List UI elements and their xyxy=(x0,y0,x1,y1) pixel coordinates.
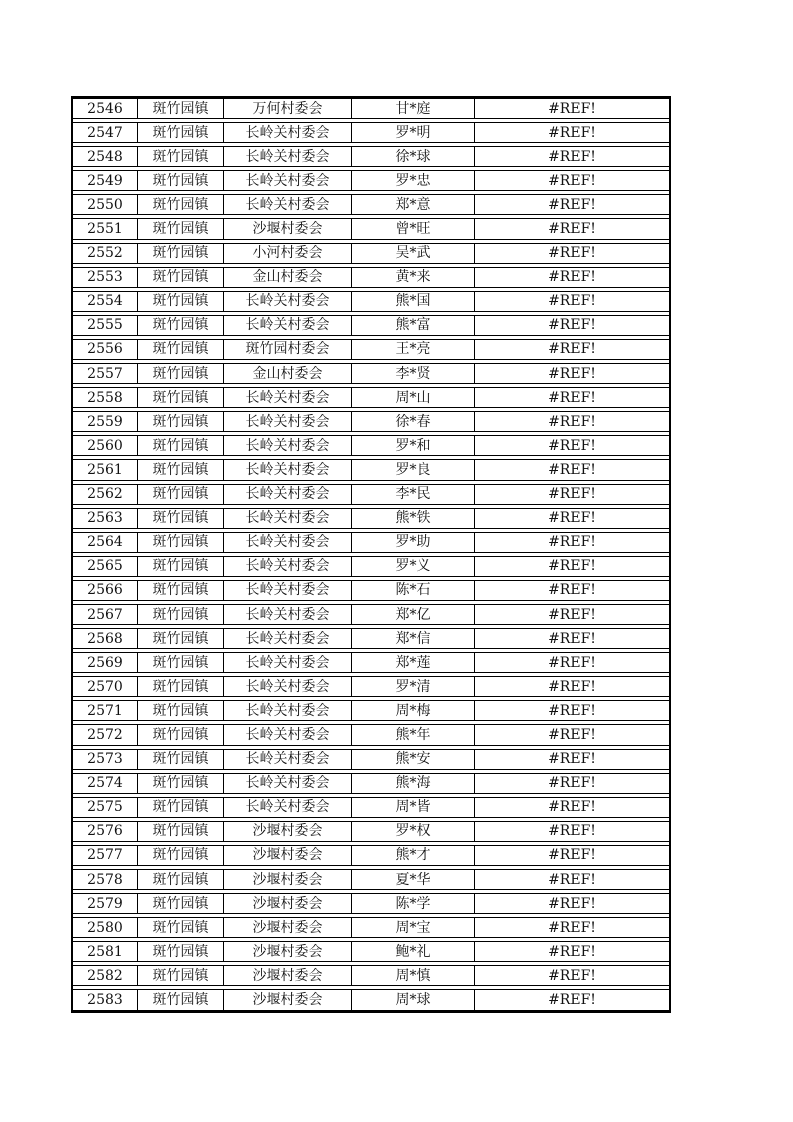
cell-town-name: 斑竹园镇 xyxy=(138,316,224,335)
cell-ref-error: #REF! xyxy=(548,919,596,936)
cell-serial-number: 2576 xyxy=(73,822,138,841)
cell-town-name: 斑竹园镇 xyxy=(138,846,224,865)
cell-village-committee: 长岭关村委会 xyxy=(224,701,352,720)
cell-masked-name: 熊*铁 xyxy=(352,509,475,528)
cell-village-committee: 长岭关村委会 xyxy=(224,725,352,744)
cell-ref-error: #REF! xyxy=(548,100,596,117)
table-row xyxy=(73,628,669,649)
cell-village-committee: 长岭关村委会 xyxy=(224,605,352,624)
table-row xyxy=(73,700,669,721)
cell-village-committee: 长岭关村委会 xyxy=(224,750,352,769)
cell-masked-name: 熊*年 xyxy=(352,725,475,744)
cell-masked-name: 罗*清 xyxy=(352,677,475,696)
cell-town-name: 斑竹园镇 xyxy=(138,364,224,383)
cell-masked-name: 罗*良 xyxy=(352,460,475,479)
cell-village-committee: 长岭关村委会 xyxy=(224,292,352,311)
cell-masked-name: 夏*华 xyxy=(352,870,475,889)
cell-masked-name: 周*宝 xyxy=(352,918,475,937)
cell-ref-error: #REF! xyxy=(548,630,596,647)
cell-village-committee: 长岭关村委会 xyxy=(224,774,352,793)
cell-serial-number: 2562 xyxy=(73,485,138,504)
cell-serial-number: 2566 xyxy=(73,581,138,600)
cell-masked-name: 吴*武 xyxy=(352,244,475,263)
table-row xyxy=(73,773,669,794)
cell-town-name: 斑竹园镇 xyxy=(138,918,224,937)
cell-masked-name: 郑*意 xyxy=(352,195,475,214)
table-row xyxy=(73,797,669,818)
cell-town-name: 斑竹园镇 xyxy=(138,147,224,166)
cell-masked-name: 罗*义 xyxy=(352,557,475,576)
cell-masked-name: 周*山 xyxy=(352,388,475,407)
cell-masked-name: 罗*忠 xyxy=(352,171,475,190)
cell-ref-error: #REF! xyxy=(548,871,596,888)
cell-serial-number: 2568 xyxy=(73,629,138,648)
cell-masked-name: 郑*莲 xyxy=(352,653,475,672)
cell-masked-name: 黄*来 xyxy=(352,268,475,287)
cell-town-name: 斑竹园镇 xyxy=(138,629,224,648)
table-row xyxy=(73,291,669,312)
cell-serial-number: 2551 xyxy=(73,219,138,238)
cell-serial-number: 2567 xyxy=(73,605,138,624)
cell-ref-error: #REF! xyxy=(548,317,596,334)
cell-ref-error: #REF! xyxy=(548,992,596,1009)
cell-town-name: 斑竹园镇 xyxy=(138,171,224,190)
cell-masked-name: 熊*才 xyxy=(352,846,475,865)
cell-village-committee: 沙堰村委会 xyxy=(224,942,352,961)
cell-town-name: 斑竹园镇 xyxy=(138,340,224,359)
cell-masked-name: 周*梅 xyxy=(352,701,475,720)
table-row xyxy=(73,387,669,408)
cell-town-name: 斑竹园镇 xyxy=(138,412,224,431)
table-row xyxy=(73,845,669,866)
cell-village-committee: 长岭关村委会 xyxy=(224,147,352,166)
cell-village-committee: 长岭关村委会 xyxy=(224,123,352,142)
cell-ref-error: #REF! xyxy=(548,245,596,262)
table-row xyxy=(73,459,669,480)
cell-town-name: 斑竹园镇 xyxy=(138,870,224,889)
cell-masked-name: 陈*学 xyxy=(352,894,475,913)
table-row xyxy=(73,941,669,962)
table-row xyxy=(73,869,669,890)
table-row xyxy=(73,435,669,456)
cell-town-name: 斑竹园镇 xyxy=(138,195,224,214)
cell-town-name: 斑竹园镇 xyxy=(138,581,224,600)
cell-serial-number: 2580 xyxy=(73,918,138,937)
cell-village-committee: 长岭关村委会 xyxy=(224,581,352,600)
cell-masked-name: 陈*石 xyxy=(352,581,475,600)
cell-serial-number: 2553 xyxy=(73,268,138,287)
cell-town-name: 斑竹园镇 xyxy=(138,244,224,263)
cell-ref-error: #REF! xyxy=(548,847,596,864)
cell-masked-name: 熊*安 xyxy=(352,750,475,769)
cell-town-name: 斑竹园镇 xyxy=(138,677,224,696)
table-row xyxy=(73,170,669,191)
cell-serial-number: 2546 xyxy=(73,99,138,118)
cell-serial-number: 2581 xyxy=(73,942,138,961)
table-row xyxy=(73,989,669,1010)
table-row xyxy=(73,893,669,914)
table-row xyxy=(73,580,669,601)
cell-ref-error: #REF! xyxy=(548,389,596,406)
table-row xyxy=(73,652,669,673)
table-row xyxy=(73,122,669,143)
cell-town-name: 斑竹园镇 xyxy=(138,774,224,793)
cell-ref-error: #REF! xyxy=(548,461,596,478)
cell-serial-number: 2549 xyxy=(73,171,138,190)
cell-serial-number: 2552 xyxy=(73,244,138,263)
cell-serial-number: 2558 xyxy=(73,388,138,407)
cell-masked-name: 周*慎 xyxy=(352,966,475,985)
cell-ref-error: #REF! xyxy=(548,678,596,695)
cell-serial-number: 2561 xyxy=(73,460,138,479)
table-row xyxy=(73,724,669,745)
cell-village-committee: 长岭关村委会 xyxy=(224,412,352,431)
cell-village-committee: 长岭关村委会 xyxy=(224,436,352,455)
cell-serial-number: 2573 xyxy=(73,750,138,769)
cell-ref-error: #REF! xyxy=(548,221,596,238)
cell-town-name: 斑竹园镇 xyxy=(138,436,224,455)
cell-ref-error: #REF! xyxy=(548,726,596,743)
table-row xyxy=(73,146,669,167)
cell-ref-error: #REF! xyxy=(548,558,596,575)
cell-ref-error: #REF! xyxy=(548,510,596,527)
cell-serial-number: 2556 xyxy=(73,340,138,359)
cell-village-committee: 沙堰村委会 xyxy=(224,894,352,913)
cell-ref-error: #REF! xyxy=(548,943,596,960)
cell-ref-error: #REF! xyxy=(548,967,596,984)
record-table xyxy=(71,96,671,1013)
cell-ref-error: #REF! xyxy=(548,172,596,189)
table-row xyxy=(73,411,669,432)
cell-village-committee: 长岭关村委会 xyxy=(224,798,352,817)
cell-masked-name: 徐*春 xyxy=(352,412,475,431)
cell-village-committee: 沙堰村委会 xyxy=(224,870,352,889)
table-row xyxy=(73,315,669,336)
cell-village-committee: 金山村委会 xyxy=(224,268,352,287)
table-row xyxy=(73,267,669,288)
cell-town-name: 斑竹园镇 xyxy=(138,942,224,961)
cell-town-name: 斑竹园镇 xyxy=(138,509,224,528)
cell-serial-number: 2554 xyxy=(73,292,138,311)
cell-village-committee: 长岭关村委会 xyxy=(224,629,352,648)
cell-ref-error: #REF! xyxy=(548,148,596,165)
cell-ref-error: #REF! xyxy=(548,365,596,382)
cell-village-committee: 沙堰村委会 xyxy=(224,918,352,937)
cell-serial-number: 2565 xyxy=(73,557,138,576)
cell-masked-name: 熊*富 xyxy=(352,316,475,335)
cell-village-committee: 长岭关村委会 xyxy=(224,509,352,528)
cell-village-committee: 沙堰村委会 xyxy=(224,990,352,1009)
cell-village-committee: 长岭关村委会 xyxy=(224,677,352,696)
cell-masked-name: 王*亮 xyxy=(352,340,475,359)
cell-town-name: 斑竹园镇 xyxy=(138,966,224,985)
table-row xyxy=(73,218,669,239)
cell-serial-number: 2571 xyxy=(73,701,138,720)
table-row xyxy=(73,821,669,842)
table-row xyxy=(73,532,669,553)
cell-ref-error: #REF! xyxy=(548,702,596,719)
cell-masked-name: 郑*信 xyxy=(352,629,475,648)
cell-town-name: 斑竹园镇 xyxy=(138,725,224,744)
cell-village-committee: 金山村委会 xyxy=(224,364,352,383)
cell-town-name: 斑竹园镇 xyxy=(138,485,224,504)
cell-masked-name: 郑*亿 xyxy=(352,605,475,624)
cell-ref-error: #REF! xyxy=(548,196,596,213)
table-row xyxy=(73,556,669,577)
cell-serial-number: 2582 xyxy=(73,966,138,985)
cell-masked-name: 罗*助 xyxy=(352,533,475,552)
cell-serial-number: 2559 xyxy=(73,412,138,431)
table-row xyxy=(73,363,669,384)
cell-masked-name: 周*皆 xyxy=(352,798,475,817)
cell-village-committee: 沙堰村委会 xyxy=(224,822,352,841)
cell-town-name: 斑竹园镇 xyxy=(138,894,224,913)
cell-ref-error: #REF! xyxy=(548,486,596,503)
table-row xyxy=(73,749,669,770)
cell-ref-error: #REF! xyxy=(548,654,596,671)
table-row xyxy=(73,508,669,529)
cell-town-name: 斑竹园镇 xyxy=(138,268,224,287)
cell-town-name: 斑竹园镇 xyxy=(138,605,224,624)
cell-village-committee: 长岭关村委会 xyxy=(224,557,352,576)
cell-village-committee: 沙堰村委会 xyxy=(224,846,352,865)
cell-ref-error: #REF! xyxy=(548,582,596,599)
cell-masked-name: 罗*权 xyxy=(352,822,475,841)
cell-village-committee: 沙堰村委会 xyxy=(224,219,352,238)
cell-masked-name: 罗*明 xyxy=(352,123,475,142)
cell-town-name: 斑竹园镇 xyxy=(138,990,224,1009)
cell-town-name: 斑竹园镇 xyxy=(138,388,224,407)
cell-ref-error: #REF! xyxy=(548,269,596,286)
cell-town-name: 斑竹园镇 xyxy=(138,653,224,672)
cell-village-committee: 长岭关村委会 xyxy=(224,171,352,190)
cell-ref-error: #REF! xyxy=(548,775,596,792)
cell-town-name: 斑竹园镇 xyxy=(138,292,224,311)
cell-ref-error: #REF! xyxy=(548,606,596,623)
cell-town-name: 斑竹园镇 xyxy=(138,822,224,841)
table-row xyxy=(73,965,669,986)
cell-village-committee: 长岭关村委会 xyxy=(224,653,352,672)
cell-town-name: 斑竹园镇 xyxy=(138,99,224,118)
cell-serial-number: 2564 xyxy=(73,533,138,552)
cell-serial-number: 2557 xyxy=(73,364,138,383)
cell-serial-number: 2583 xyxy=(73,990,138,1009)
cell-village-committee: 长岭关村委会 xyxy=(224,460,352,479)
cell-masked-name: 李*贤 xyxy=(352,364,475,383)
table-row xyxy=(73,676,669,697)
cell-masked-name: 熊*国 xyxy=(352,292,475,311)
cell-ref-error: #REF! xyxy=(548,437,596,454)
table-row xyxy=(73,98,669,119)
table-row xyxy=(73,339,669,360)
cell-ref-error: #REF! xyxy=(548,341,596,358)
cell-serial-number: 2575 xyxy=(73,798,138,817)
cell-masked-name: 徐*球 xyxy=(352,147,475,166)
cell-serial-number: 2578 xyxy=(73,870,138,889)
cell-serial-number: 2548 xyxy=(73,147,138,166)
cell-serial-number: 2572 xyxy=(73,725,138,744)
table-row xyxy=(73,243,669,264)
cell-masked-name: 甘*庭 xyxy=(352,99,475,118)
cell-village-committee: 沙堰村委会 xyxy=(224,966,352,985)
cell-serial-number: 2547 xyxy=(73,123,138,142)
cell-serial-number: 2550 xyxy=(73,195,138,214)
cell-town-name: 斑竹园镇 xyxy=(138,701,224,720)
cell-masked-name: 曾*旺 xyxy=(352,219,475,238)
cell-town-name: 斑竹园镇 xyxy=(138,750,224,769)
cell-village-committee: 小河村委会 xyxy=(224,244,352,263)
cell-serial-number: 2579 xyxy=(73,894,138,913)
cell-ref-error: #REF! xyxy=(548,124,596,141)
cell-village-committee: 斑竹园村委会 xyxy=(224,340,352,359)
table-row xyxy=(73,917,669,938)
cell-village-committee: 长岭关村委会 xyxy=(224,388,352,407)
cell-town-name: 斑竹园镇 xyxy=(138,460,224,479)
cell-masked-name: 鲍*礼 xyxy=(352,942,475,961)
cell-town-name: 斑竹园镇 xyxy=(138,219,224,238)
table-row xyxy=(73,604,669,625)
cell-serial-number: 2574 xyxy=(73,774,138,793)
cell-serial-number: 2563 xyxy=(73,509,138,528)
cell-serial-number: 2577 xyxy=(73,846,138,865)
cell-ref-error: #REF! xyxy=(548,799,596,816)
cell-ref-error: #REF! xyxy=(548,751,596,768)
cell-village-committee: 长岭关村委会 xyxy=(224,316,352,335)
cell-ref-error: #REF! xyxy=(548,293,596,310)
table-row xyxy=(73,484,669,505)
cell-ref-error: #REF! xyxy=(548,413,596,430)
cell-village-committee: 万何村委会 xyxy=(224,99,352,118)
cell-town-name: 斑竹园镇 xyxy=(138,123,224,142)
cell-town-name: 斑竹园镇 xyxy=(138,557,224,576)
cell-masked-name: 罗*和 xyxy=(352,436,475,455)
cell-village-committee: 长岭关村委会 xyxy=(224,195,352,214)
cell-masked-name: 周*球 xyxy=(352,990,475,1009)
cell-masked-name: 李*民 xyxy=(352,485,475,504)
cell-serial-number: 2555 xyxy=(73,316,138,335)
cell-ref-error: #REF! xyxy=(548,823,596,840)
cell-masked-name: 熊*海 xyxy=(352,774,475,793)
cell-serial-number: 2560 xyxy=(73,436,138,455)
cell-town-name: 斑竹园镇 xyxy=(138,798,224,817)
cell-ref-error: #REF! xyxy=(548,534,596,551)
cell-ref-error: #REF! xyxy=(548,895,596,912)
table-row xyxy=(73,194,669,215)
cell-serial-number: 2569 xyxy=(73,653,138,672)
cell-serial-number: 2570 xyxy=(73,677,138,696)
cell-village-committee: 长岭关村委会 xyxy=(224,485,352,504)
cell-village-committee: 长岭关村委会 xyxy=(224,533,352,552)
cell-town-name: 斑竹园镇 xyxy=(138,533,224,552)
